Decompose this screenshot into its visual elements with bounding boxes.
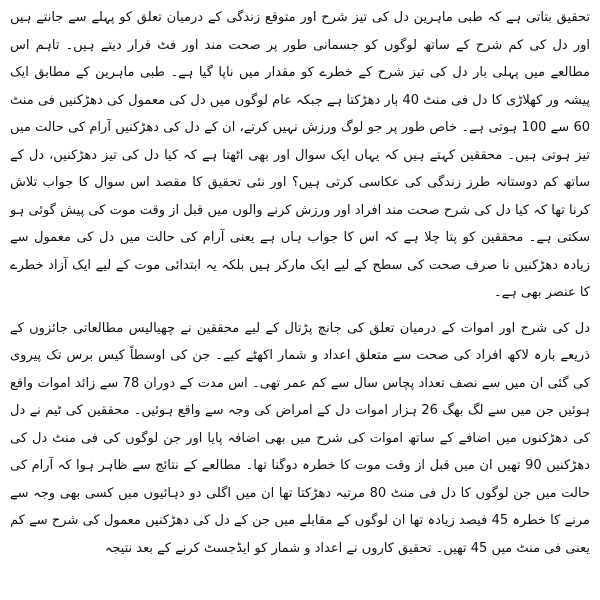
article-paragraph-2: دل کی شرح اور اموات کے درمیان تعلق کی جانچ پڑتال کے لیے محققین نے چھیالیس مطالعاتی جائزوں کے ذریعے بارہ لاکھ افراد کی صحت سے متعلق اعداد و شمار اکھٹے کیے۔ جن کی اوسطاً کیس برس تک پیروی کی گئی ان میں سے نصف تعداد پچاس سال سے کم عمر تھی۔ اس مدت کے دوران 78 سے زائد اموات واقع ہوئیں جن میں سے لگ بھگ 26 ہزار اموات دل کے امراض کی وجہ سے واقع ہوئیں۔ محققین کی ٹیم نے دل کی دھڑکنوں میں اضافے کے ساتھ اموات کی شرح میں بھی اضافہ پایا اور جن لوگوں کی فی منٹ دل کی دھڑکنیں 90 تھیں ان میں قبل از وقت موت کا خطرہ دوگنا تھا۔ مطالعے کے نتائج سے ظاہر ہوا کہ آرام کی حالت میں جن لوگوں کا دل فی منٹ 80 مرتبہ دھڑکتا تھا ان میں اگلی دو دہائیوں میں کسی بھی وجہ سے مرنے کا خطرہ 45 فیصد زیادہ تھا ان لوگوں کے مقابلے میں جن کے دل کی دھڑکنیں معمول کی شرح سے کم یعنی فی منٹ میں 45 تھیں۔ تحقیق کاروں نے اعداد و شمار کو ایڈجسٹ کرنے کے بعد نتیجہ: [10, 320, 590, 556]
article-paragraph-1: تحقیق بتاتی ہے کہ طبی ماہرین دل کی تیز شرح اور متوقع زندگی کے درمیان تعلق کو پہلے سے جانتے ہیں اور دل کی کم شرح کے ساتھ لوگوں کو جسمانی طور پر صحت مند اور فٹ قرار دیتے ہیں۔ تاہم اس مطالعے میں پہلی بار دل کی تیز شرح کے خطرے کو مقدار میں ناپا گیا ہے۔ طبی ماہرین کے مطابق ایک پیشہ ور کھلاڑی کا دل فی منٹ 40 بار دھڑکتا ہے جبکہ عام لوگوں میں دل کی معمول کی دھڑکنیں فی منٹ 60 سے 100 ہوتی ہے۔ خاص طور پر جو لوگ ورزش نہیں کرتے، ان کے دل کی دھڑکنیں آرام کی حالت میں تیز ہوتی ہیں۔ محققین کہتے ہیں کہ یہاں ایک سوال اور بھی اٹھتا ہے کہ کیا دل کی تیز دھڑکنیں، دل کے ساتھ کم دوستانہ طرز زندگی کی عکاسی کرتی ہیں؟ اور نئی تحقیق کا مقصد اس سوال کا جواب تلاش کرنا تھا کہ کیا دل کی شرح صحت مند افراد اور ورزش کرنے والوں میں قبل از وقت موت کی پیش گوئی ہو سکتی ہے۔ محققین کو پتا چلا ہے کہ اس کا جواب ہاں ہے یعنی آرام کی حالت میں دل کی معمول سے زیادہ دھڑکنیں نا صرف صحت کی سطح کے لیے ایک مارکر ہیں بلکہ یہ ابتدائی موت کے لیے ایک آزاد خطرے کا عنصر بھی ہے۔: [10, 10, 590, 300]
paragraph-gap: [10, 307, 590, 315]
